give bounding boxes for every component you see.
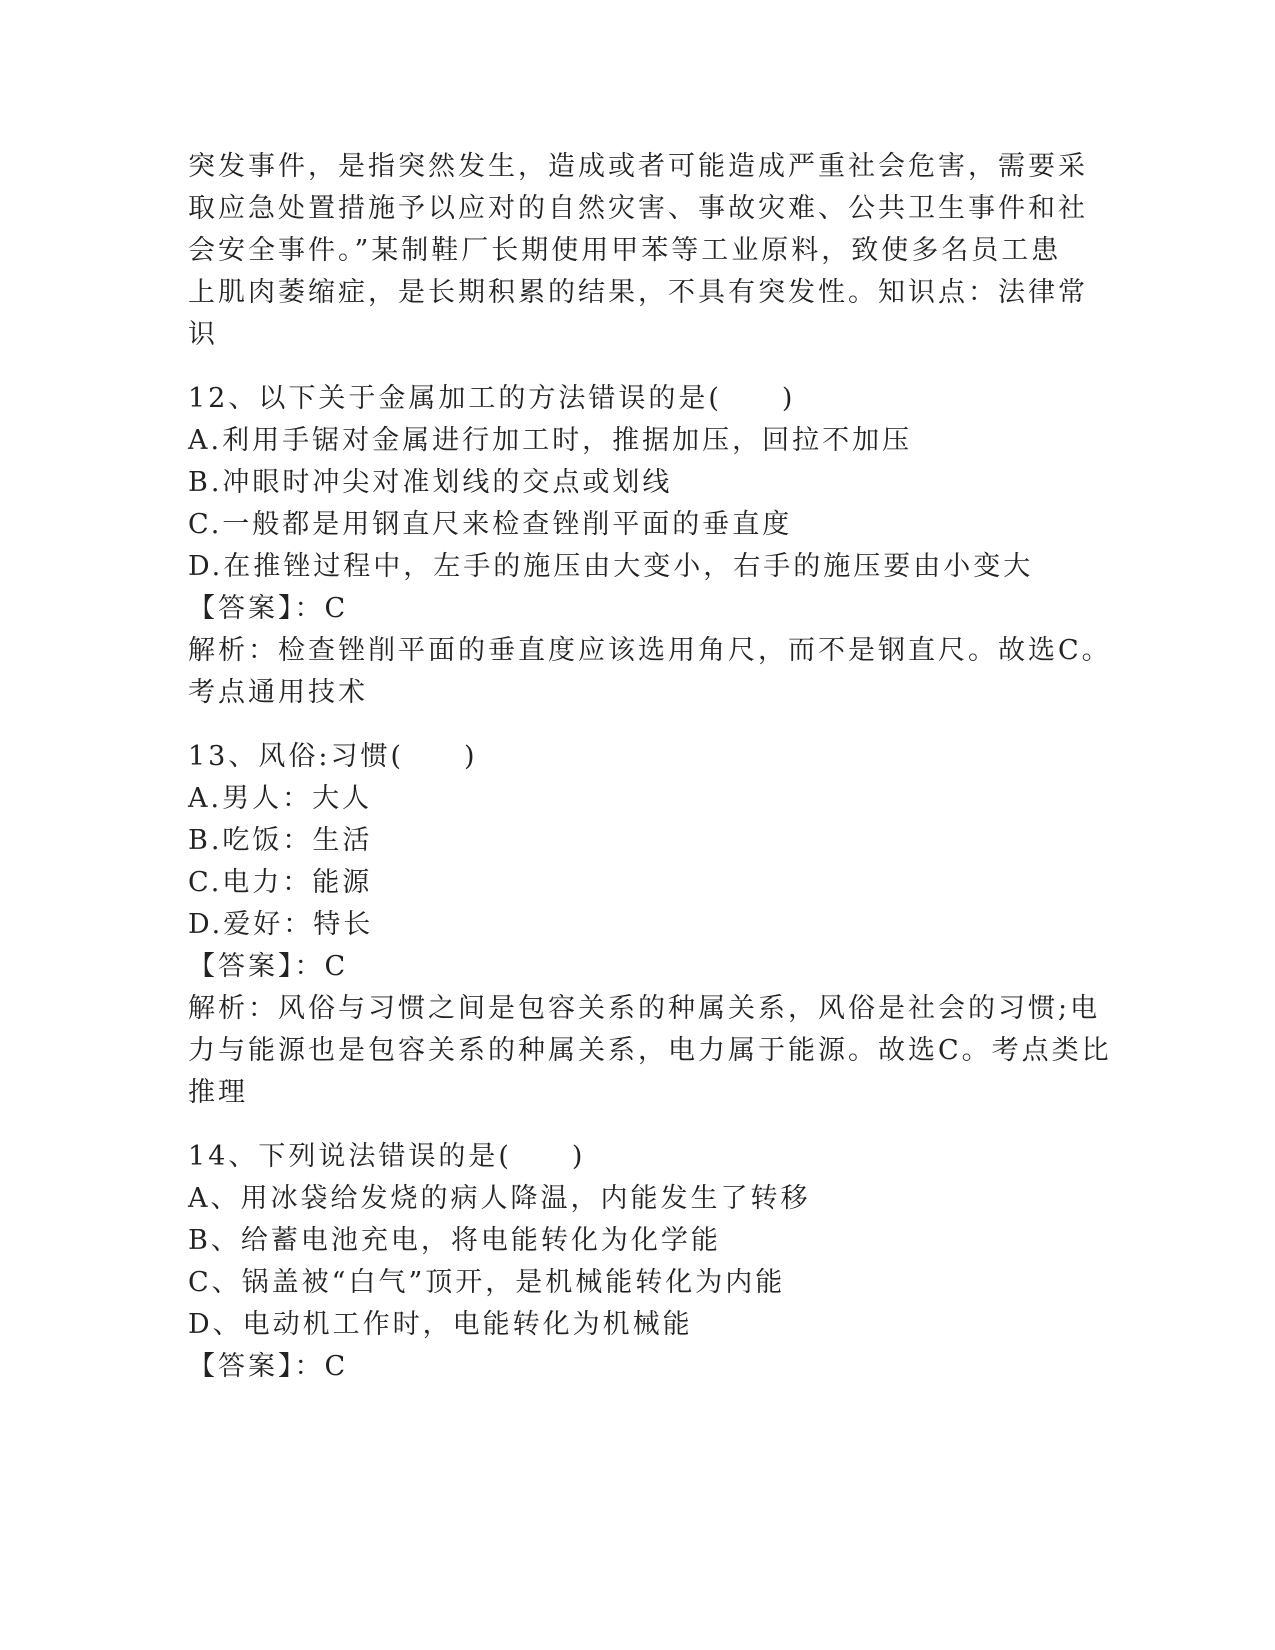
question-12	[188, 378, 1112, 714]
option-b: B、给蓄电池充电，将电能转化为化学能	[188, 1225, 721, 1256]
spacer	[188, 714, 1088, 736]
question-14	[188, 1136, 1088, 1388]
option-c: C、锅盖被“白气”顶开，是机械能转化为内能	[188, 1267, 786, 1298]
question-stem: 13、风俗:习惯( )	[188, 741, 478, 772]
answer-line: 【答案】：C	[188, 1351, 349, 1382]
analysis-line: 解析：检查锉削平面的垂直度应该选用角尺，而不是钢直尺。故选C。	[188, 635, 1112, 666]
option-d: D、电动机工作时，电能转化为机械能	[188, 1309, 693, 1340]
option-b: B.吃饭：生活	[188, 825, 373, 856]
analysis-line: 力与能源也是包容关系的种属关系，电力属于能源。故选C。考点类比	[188, 1035, 1112, 1066]
spacer	[188, 356, 1088, 378]
analysis-line: 解析：风俗与习惯之间是包容关系的种属关系，风俗是社会的习惯;电	[188, 993, 1101, 1024]
option-d: D.爱好：特长	[188, 909, 374, 940]
intro-line: 会安全事件。”某制鞋厂长期使用甲苯等工业原料，致使多名员工患	[188, 235, 1062, 266]
intro-line: 识	[188, 319, 218, 350]
analysis-line: 推理	[188, 1077, 248, 1108]
option-a: A、用冰袋给发烧的病人降温，内能发生了转移	[188, 1183, 811, 1214]
option-c: C.电力：能源	[188, 867, 373, 898]
question-stem: 14、下列说法错误的是( )	[188, 1141, 586, 1172]
intro-line: 突发事件，是指突然发生，造成或者可能造成严重社会危害，需要采	[188, 151, 1088, 182]
option-a: A.利用手锯对金属进行加工时，推据加压，回拉不加压	[188, 425, 913, 456]
intro-paragraph	[188, 146, 1088, 356]
option-c: C.一般都是用钢直尺来检查锉削平面的垂直度	[188, 509, 793, 540]
option-a: A.男人：大人	[188, 783, 373, 814]
spacer	[188, 1114, 1088, 1136]
intro-line: 取应急处置措施予以应对的自然灾害、事故灾难、公共卫生事件和社	[188, 193, 1088, 224]
question-13	[188, 736, 1112, 1114]
option-d: D.在推锉过程中，左手的施压由大变小，右手的施压要由小变大	[188, 551, 1034, 582]
question-stem: 12、以下关于金属加工的方法错误的是( )	[188, 383, 796, 414]
intro-line: 上肌肉萎缩症，是长期积累的结果，不具有突发性。知识点：法律常	[188, 277, 1088, 308]
page-content	[188, 146, 1112, 1388]
analysis-line: 考点通用技术	[188, 677, 368, 708]
option-b: B.冲眼时冲尖对准划线的交点或划线	[188, 467, 673, 498]
answer-line: 【答案】：C	[188, 593, 349, 624]
answer-line: 【答案】：C	[188, 951, 349, 982]
